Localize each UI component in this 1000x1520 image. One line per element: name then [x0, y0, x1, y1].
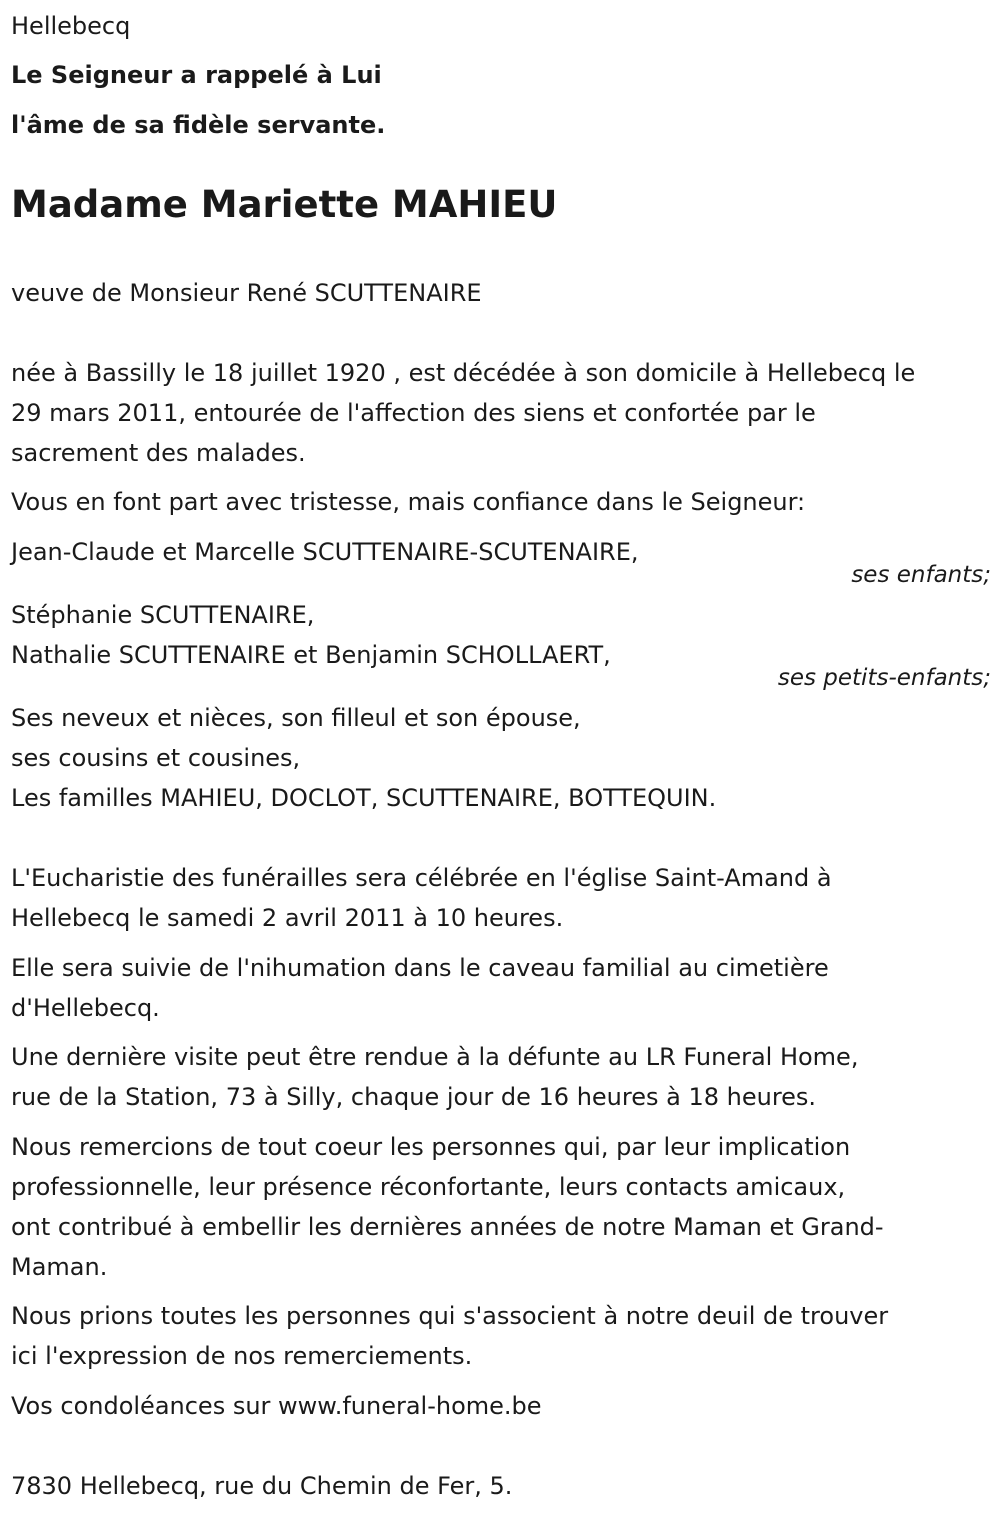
children-label: ses enfants;: [851, 562, 991, 588]
address-line: 7830 Hellebecq, rue du Chemin de Fer, 5.: [11, 1472, 513, 1500]
children-names: Jean-Claude et Marcelle SCUTTENAIRE-SCUTENAIRE,: [11, 538, 639, 566]
eucharist-line-1: L'Eucharistie des funérailles sera célébrée en l'église Saint-Amand à: [11, 864, 832, 892]
burial-line-1: Elle sera suivie de l'nihumation dans le caveau familial au cimetière: [11, 954, 829, 982]
thanks-line-4: Maman.: [11, 1253, 108, 1281]
grandchild-2: Nathalie SCUTTENAIRE et Benjamin SCHOLLAERT,: [11, 641, 611, 669]
birth-death-line-3: sacrement des malades.: [11, 439, 306, 467]
grandchild-1: Stéphanie SCUTTENAIRE,: [11, 601, 315, 629]
birth-death-line-2: 29 mars 2011, entourée de l'affection des siens et confortée par le: [11, 399, 816, 427]
relatives-line-2: ses cousins et cousines,: [11, 744, 301, 772]
prayer-line-1: Nous prions toutes les personnes qui s'associent à notre deuil de trouver: [11, 1302, 889, 1330]
visit-line-2: rue de la Station, 73 à Silly, chaque jour de 16 heures à 18 heures.: [11, 1083, 817, 1111]
thanks-line-3: ont contribué à embellir les dernières années de notre Maman et Grand-: [11, 1213, 884, 1241]
announcement: Vous en font part avec tristesse, mais confiance dans le Seigneur:: [11, 488, 806, 516]
town-header: Hellebecq: [11, 12, 131, 40]
prayer-line-2: ici l'expression de nos remerciements.: [11, 1342, 473, 1370]
thanks-line-2: professionnelle, leur présence réconfortante, leurs contacts amicaux,: [11, 1173, 846, 1201]
condolences-line: Vos condoléances sur www.funeral-home.be: [11, 1392, 542, 1420]
grandchildren-label: ses petits-enfants;: [777, 665, 991, 691]
relatives-line-1: Ses neveux et nièces, son filleul et son épouse,: [11, 704, 581, 732]
thanks-line-1: Nous remercions de tout coeur les personnes qui, par leur implication: [11, 1133, 851, 1161]
birth-death-line-1: née à Bassilly le 18 juillet 1920 , est décédée à son domicile à Hellebecq le: [11, 359, 916, 387]
relatives-line-3: Les familles MAHIEU, DOCLOT, SCUTTENAIRE, BOTTEQUIN.: [11, 784, 717, 812]
opening-line-2: l'âme de sa fidèle servante.: [11, 111, 386, 139]
eucharist-line-2: Hellebecq le samedi 2 avril 2011 à 10 heures.: [11, 904, 564, 932]
opening-line-1: Le Seigneur a rappelé à Lui: [11, 61, 382, 89]
burial-line-2: d'Hellebecq.: [11, 994, 160, 1022]
deceased-name: Madame Mariette MAHIEU: [11, 183, 558, 226]
spouse-line: veuve de Monsieur René SCUTTENAIRE: [11, 279, 482, 307]
visit-line-1: Une dernière visite peut être rendue à la défunte au LR Funeral Home,: [11, 1043, 859, 1071]
